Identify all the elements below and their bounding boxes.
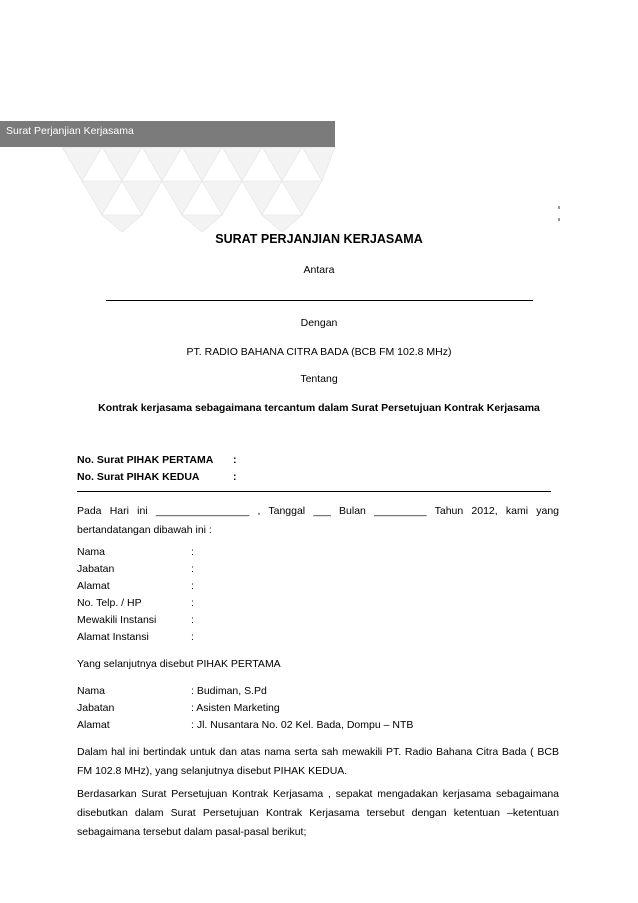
field-label: Mewakili Instansi bbox=[77, 614, 157, 626]
party2-line: FM 102.8 MHz), yang selanjutnya disebut PIHAK KEDUA. bbox=[77, 765, 348, 777]
closing-line: Berdasarkan Surat Persetujuan Kontrak Kerjasama , sepakat mengadakan kerjasama sebagaimana bbox=[77, 788, 559, 800]
dengan-label: Dengan bbox=[300, 317, 338, 329]
field-label: Alamat bbox=[77, 580, 110, 592]
field-value: : bbox=[191, 631, 194, 643]
party-blank-line bbox=[106, 300, 533, 301]
edge-mark bbox=[558, 218, 560, 221]
field-value: : Jl. Nusantara No. 02 Kel. Bada, Dompu – NTB bbox=[191, 719, 414, 731]
opening-line: bertandatangan dibawah ini : bbox=[77, 524, 212, 536]
closing-line: sebagaimana tersebut dalam pasal-pasal berikut; bbox=[77, 826, 307, 838]
field-label: No. Telp. / HP bbox=[77, 597, 142, 609]
decorative-triangle-pattern bbox=[62, 147, 335, 232]
opening-line: Pada Hari ini ________________ , Tanggal ___ Bulan _________ Tahun 2012, kami yang bbox=[77, 505, 559, 517]
field-label: Alamat bbox=[77, 719, 110, 731]
field-label: Alamat Instansi bbox=[77, 631, 149, 643]
document-title: SURAT PERJANJIAN KERJASAMA bbox=[215, 232, 423, 246]
field-label: Jabatan bbox=[77, 563, 115, 575]
field-label: Nama bbox=[77, 546, 106, 558]
party2-paragraph bbox=[77, 743, 559, 781]
field-value: : Asisten Marketing bbox=[191, 702, 280, 714]
edge-mark bbox=[558, 206, 560, 209]
opening-paragraph bbox=[77, 502, 559, 540]
closing-paragraph bbox=[77, 785, 559, 842]
agreement-subject: Kontrak kerjasama sebagaimana tercantum dalam Surat Persetujuan Kontrak Kerjasama bbox=[98, 402, 540, 414]
tentang-label: Tentang bbox=[300, 373, 338, 385]
party1-reference: Yang selanjutnya disebut PIHAK PERTAMA bbox=[77, 658, 281, 670]
field-label: Jabatan bbox=[77, 702, 115, 714]
party2-line: Dalam hal ini bertindak untuk dan atas nama serta sah mewakili PT. Radio Bahana Citra Bada ( BCB bbox=[77, 746, 559, 758]
no-surat-pihak-kedua: No. Surat PIHAK KEDUA bbox=[77, 471, 200, 483]
company-name: PT. RADIO BAHANA CITRA BADA (BCB FM 102.8 MHz) bbox=[186, 346, 452, 358]
no-surat-colon: : bbox=[233, 471, 237, 483]
field-value: : bbox=[191, 563, 194, 575]
no-surat-pihak-pertama: No. Surat PIHAK PERTAMA bbox=[77, 454, 214, 466]
field-value: : bbox=[191, 580, 194, 592]
no-surat-colon: : bbox=[233, 454, 237, 466]
field-value: : bbox=[191, 597, 194, 609]
header-label: Surat Perjanjian Kerjasama bbox=[6, 125, 134, 137]
field-value: : Budiman, S.Pd bbox=[191, 685, 267, 697]
document-header-bar bbox=[0, 121, 335, 147]
field-value: : bbox=[191, 614, 194, 626]
field-value: : bbox=[191, 546, 194, 558]
separator-rule bbox=[77, 491, 551, 492]
antara-label: Antara bbox=[303, 264, 335, 276]
closing-line: disebutkan dalam Surat Persetujuan Kontrak Kerjasama tersebut dengan ketentuan –ketentuan bbox=[77, 807, 559, 819]
field-label: Nama bbox=[77, 685, 106, 697]
